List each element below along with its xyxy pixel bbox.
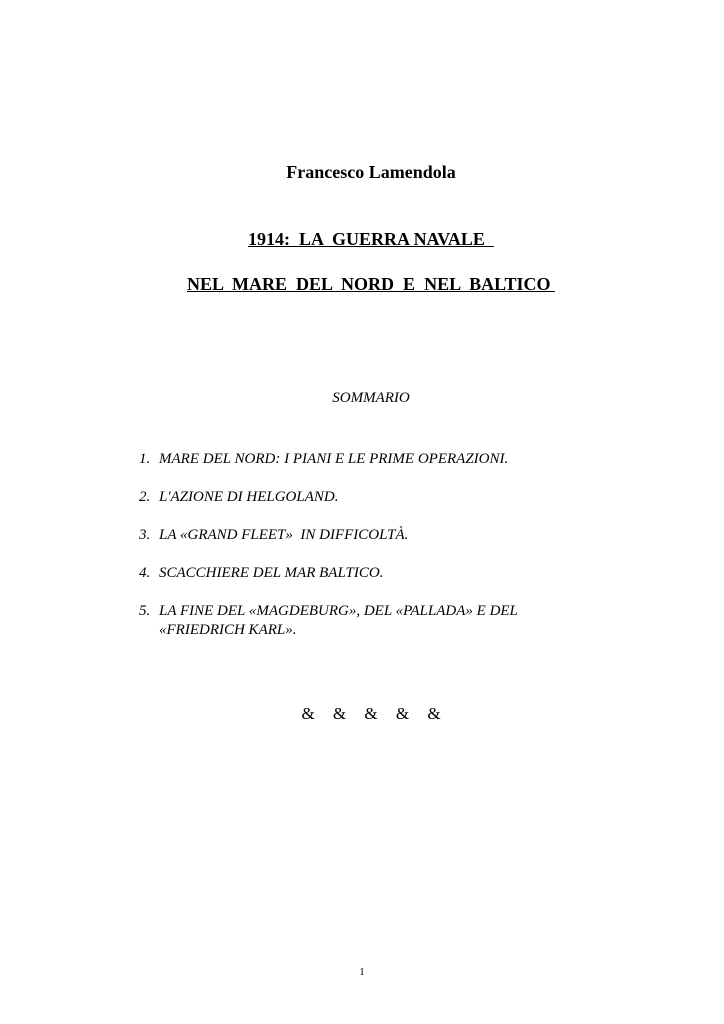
toc-item-text: MARE DEL NORD: I PIANI E LE PRIME OPERAZIONI. — [159, 451, 509, 467]
page-number: 1 — [359, 966, 365, 978]
toc-item — [139, 526, 599, 545]
summary-heading: SOMMARIO — [332, 390, 410, 406]
document-title-line-1: 1914: LA GUERRA NAVALE — [248, 229, 494, 249]
toc-item — [139, 602, 599, 640]
toc-item-number: 4. — [139, 565, 151, 581]
table-of-contents — [139, 450, 599, 659]
toc-item-number: 1. — [139, 451, 151, 467]
toc-item — [139, 450, 599, 469]
toc-item-text: LA «GRAND FLEET» IN DIFFICOLTÀ. — [159, 527, 409, 543]
toc-item-text: L'AZIONE DI HELGOLAND. — [159, 489, 339, 505]
toc-item-text: SCACCHIERE DEL MAR BALTICO. — [159, 565, 384, 581]
author-name: Francesco Lamendola — [286, 162, 456, 182]
document-title-line-2: NEL MARE DEL NORD E NEL BALTICO — [187, 274, 555, 294]
toc-item-number: 5. — [139, 603, 151, 619]
toc-item-text: LA FINE DEL «MAGDEBURG», DEL «PALLADA» E DEL «FRIEDRICH KARL». — [159, 603, 522, 638]
section-separator: & & & & & — [301, 704, 441, 723]
toc-item — [139, 488, 599, 507]
toc-item-number: 2. — [139, 489, 151, 505]
toc-item-number: 3. — [139, 527, 151, 543]
toc-item — [139, 564, 599, 583]
